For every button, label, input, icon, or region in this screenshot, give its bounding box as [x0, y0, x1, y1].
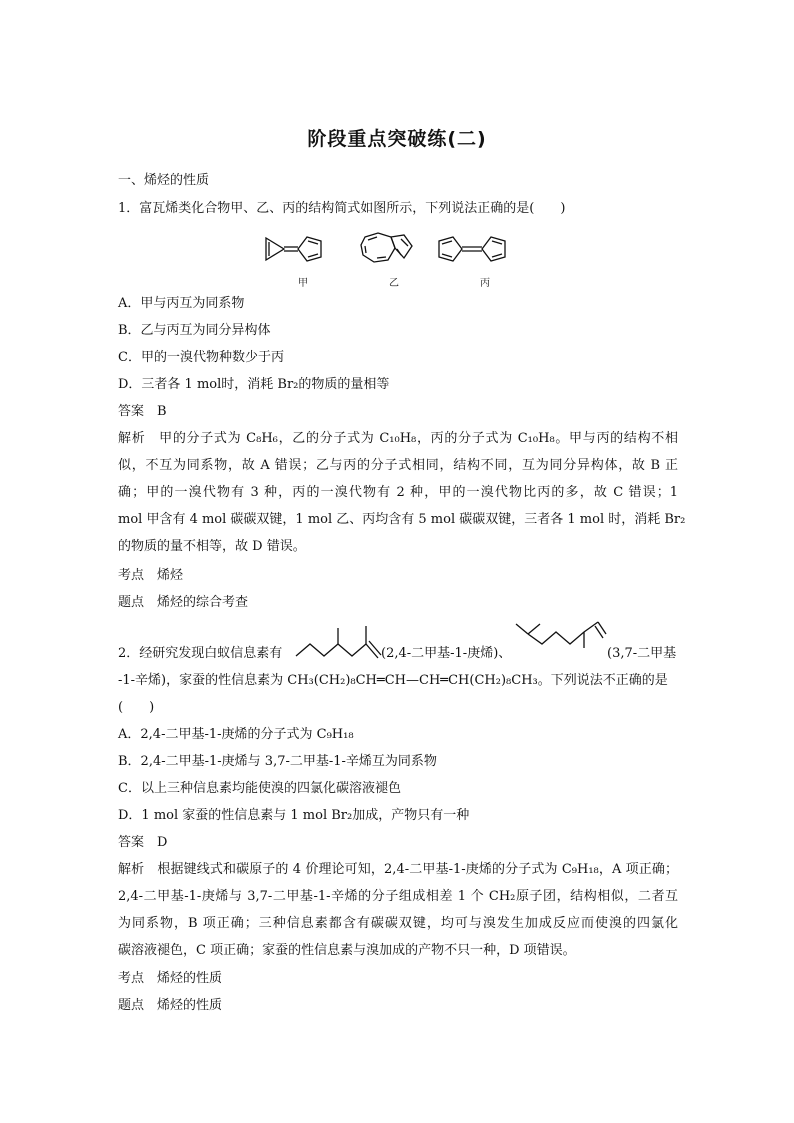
structure-2-4-dimethyl-1-heptene	[294, 624, 384, 664]
structure-bing	[439, 237, 505, 261]
q1-answer: 答案 B	[118, 404, 167, 419]
q1-analysis-line: 确；甲的一溴代物有 3 种，丙的一溴代物有 2 种，甲的一溴代物比丙的多，故 C 错误；1	[118, 485, 678, 500]
q2-option-a: A．2,4-二甲基-1-庚烯的分子式为 C₉H₁₈	[118, 727, 354, 742]
q2-analysis-line: 2,4-二甲基-1-庚烯与 3,7-二甲基-1-辛烯的分子组成相差 1 个 CH₂原子团，结构相似，二者互	[118, 889, 678, 904]
page-title: 阶段重点突破练(二)	[307, 128, 487, 150]
q2-kaodian: 考点 烯烃的性质	[118, 971, 223, 986]
label-yi: 乙	[389, 278, 399, 289]
question-2-stem: 2．经研究发现白蚁信息素有	[118, 646, 283, 661]
q1-analysis-line: 似，不互为同系物，故 A 错误；乙与丙的分子式相同，结构不同，互为同分异构体，故 B 正	[118, 458, 678, 473]
q2-option-b: B．2,4-二甲基-1-庚烯与 3,7-二甲基-1-辛烯互为同系物	[118, 754, 437, 769]
q1-option-a: A．甲与丙互为同系物	[118, 296, 245, 311]
structure-3-7-dimethyl-1-octene	[512, 618, 608, 658]
q2-answer: 答案 D	[118, 835, 168, 850]
question-2-stem-line: -1-辛烯)，家蚕的性信息素为 CH₃(CH₂)₈CH═CH—CH═CH(CH₂)₈CH₃。下列说法不正确的是	[118, 673, 668, 688]
question-2-name-2: (3,7-二甲基	[607, 646, 677, 661]
question-2-stem-line: ( )	[118, 700, 155, 715]
structure-yi	[361, 233, 412, 262]
q1-kaodian: 考点 烯烃	[118, 568, 184, 583]
q1-analysis-line: mol 甲含有 4 mol 碳碳双键，1 mol 乙、丙均含有 5 mol 碳碳双键，三者各 1 mol 时，消耗 Br₂	[118, 512, 686, 527]
fulvalene-structures-figure	[258, 228, 533, 272]
q2-option-d: D．1 mol 家蚕的性信息素与 1 mol Br₂加成，产物只有一种	[118, 808, 470, 823]
q1-tidian: 题点 烯烃的综合考查	[118, 595, 249, 610]
q2-option-c: C．以上三种信息素均能使溴的四氯化碳溶液褪色	[118, 781, 401, 796]
q2-analysis-line: 解析 根据键线式和碳原子的 4 价理论可知，2,4-二甲基-1-庚烯的分子式为 C₉H₁₈，A 项正确；	[118, 862, 678, 877]
section-heading: 一、烯烃的性质	[118, 173, 210, 188]
q2-analysis-line: 为同系物，B 项正确；三种信息素都含有碳碳双键，均可与溴发生加成反应而使溴的四氯化	[118, 916, 678, 931]
question-1-stem: 1．富瓦烯类化合物甲、乙、丙的结构简式如图所示，下列说法正确的是( )	[118, 201, 566, 216]
q1-option-d: D．三者各 1 mol时，消耗 Br₂的物质的量相等	[118, 377, 390, 392]
q1-option-c: C．甲的一溴代物种数少于丙	[118, 350, 284, 365]
q2-analysis-line: 碳溶液褪色，C 项正确；家蚕的性信息素与溴加成的产物不只一种，D 项错误。	[118, 943, 576, 958]
q1-analysis-line: 的物质的量不相等，故 D 错误。	[118, 539, 306, 554]
label-jia: 甲	[298, 278, 308, 289]
q1-analysis-line: 解析 甲的分子式为 C₈H₆，乙的分子式为 C₁₀H₈，丙的分子式为 C₁₀H₈。甲与丙的结构不相	[118, 431, 678, 446]
structure-jia	[266, 237, 321, 261]
q1-option-b: B．乙与丙互为同分异构体	[118, 323, 271, 338]
question-2-name-1: (2,4-二甲基-1-庚烯)、	[381, 646, 512, 661]
label-bing: 丙	[480, 278, 490, 289]
q2-tidian: 题点 烯烃的性质	[118, 998, 223, 1013]
